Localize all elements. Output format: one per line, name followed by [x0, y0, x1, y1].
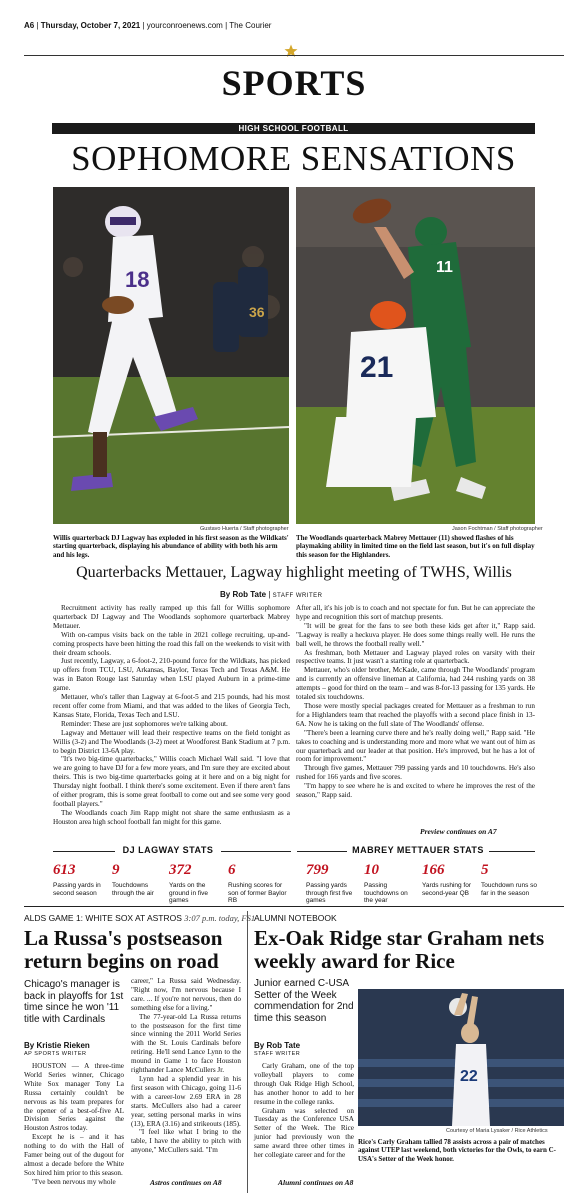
stat-rule — [53, 851, 115, 852]
lagway-stat-desc: Touchdowns through the air — [112, 882, 154, 897]
larussa-headline: La Russa's postseason return begins on road — [24, 926, 223, 973]
graham-byline-role: STAFF WRITER — [254, 1051, 301, 1057]
mettauer-stat-desc: Yards rushing for second-year QB — [422, 882, 472, 897]
paragraph: Graham was selected on Tuesday as the Conference USA Setter of the Week. The Rice junior had previously won the same award three other times in her collegiate career and for the — [254, 1106, 354, 1160]
paragraph: HOUSTON — A three-time World Series winner, Chicago White Sox manager Tony La Russa certainly couldn't be nervous as his team prepares for the opener of a best-of-five AL Division Series against the Houston Astros today. — [24, 1062, 124, 1133]
paragraph: "There's been a learning curve there and he's really doing well," Rapp said. "He takes to coaching and is understanding more and more what we want out of him as our quarterback and our leader at that position. He's improved, but he has a lot of room for improvement." — [296, 728, 535, 764]
bg-jersey-number: 36 — [249, 304, 265, 320]
lagway-photo-illustration — [53, 187, 289, 524]
stat-rule — [297, 851, 347, 852]
mettauer-stats-title: MABREY METTAUER STATS — [352, 845, 484, 855]
lead-headline: SOPHOMORE SENSATIONS — [71, 139, 516, 178]
graham-photo-illustration — [358, 989, 564, 1126]
lagway-stat-desc: Passing yards in second season — [53, 882, 101, 897]
graham-headline: Ex-Oak Ridge star Graham nets weekly award for Rice — [254, 926, 545, 973]
paragraph: Those were mostly special packages created for Mettauer as a freshman to run for a Highlanders team that reached the playoffs with a second place finish in 13-6A. Now he is taking on the full slate of The Woodlands' offense. — [296, 701, 535, 728]
mettauer-stat-number: 799 — [306, 862, 329, 878]
ald-story-label — [24, 913, 255, 923]
paragraph: Except he is – and it has nothing to do with the Hall of Famer being out of the dugout for almost a decade before the White Sox hired him prior to this season. — [24, 1133, 124, 1177]
paragraph: Mettauer, who's taller than Lagway at 6-foot-5 and 215 pounds, had his most recent offer come from Miami, and that was added to the likes of Georgia Tech, Kansas State, Florida, Texas Tech and LSU. — [53, 693, 290, 719]
paragraph: After all, it's his job is to coach and not spectate for fun. But he can appreciate the hype and recognition this sort of matchup presents. — [296, 604, 535, 621]
mettauer-jersey-number: 11 — [436, 259, 453, 276]
paragraph: Through five games, Mettauer 799 passing yards and 10 touchdowns. He's also rushed for 166 yards and five scores. — [296, 764, 535, 782]
paragraph: The Woodlands coach Jim Rapp might not share the same enthusiasm as a Houston area high school football fan might for this game. — [53, 808, 290, 826]
lagway-jersey-number: 18 — [125, 267, 150, 292]
paragraph: With on-campus visits back on the table in 2021 college recruiting, up-and-coming prospects have been hitting the road this fall on the weekends to visit with their dream schools. — [53, 630, 290, 657]
paragraph: "It will be great for the fans to see both these kids get after it," Rapp said. "Lagway is really a heckuva player. He does some things really well. He runs the ball well, he throws the football really well." — [296, 621, 535, 648]
header-rule — [24, 55, 564, 56]
ald-label-time: 3:07 p.m. today, FS1 — [184, 913, 256, 923]
lead-body-right — [296, 604, 535, 800]
paragraph: career," La Russa said Wednesday. "Right now, I'm nervous because I care. ... If you're not nervous, then do something else for a living." — [131, 977, 241, 1012]
paragraph: "I'm happy to see where he is and excited to where he improves the rest of the season," Rapp said. — [296, 782, 535, 800]
photo-mettauer — [296, 187, 535, 524]
larussa-deck: Chicago's manager is back in playoffs for 1st time since he won '11 title with Cardinals — [24, 979, 124, 1025]
jump-line-alumni[interactable]: Alumni continues on A8 — [278, 1178, 354, 1187]
graham-deck: Junior earned C-USA Setter of the Week commendation for 2nd time this season — [254, 978, 354, 1024]
photo-graham — [358, 989, 564, 1126]
photo-credit-mettauer: Jason Fochtman / Staff photographer — [452, 526, 543, 532]
lagway-stat-desc: Yards on the ground in five games — [169, 882, 209, 905]
paper-name: The Courier — [229, 21, 272, 30]
byline-role: STAFF WRITER — [272, 593, 323, 599]
photo-caption-graham: Rice's Carly Graham tallied 78 assists across a pair of matches against UTEP last weekend, both victories for the Owls, to earn C-USA's Setter of the Week honor. — [358, 1138, 556, 1163]
paragraph: Lagway and Mettauer will lead their respective teams on the field tonight as Willis (3-2) and The Woodlands (3-2) meet at Woodforest Bank Stadium at 7 p.m. to begin District 13-6A play. — [53, 728, 290, 755]
lagway-stat-number: 6 — [228, 862, 236, 878]
paragraph: Just recently, Lagway, a 6-foot-2, 210-pound force for the Wildkats, has picked up offers from TCU, LSU, Arkansas, Baylor, Texas Tech and Texas A&M. He was in Baton Rouge last Saturday when LSU played Auburn in a prime-time game. — [53, 657, 290, 693]
photo-credit-lagway: Gustavo Huerta / Staff photographer — [200, 526, 289, 532]
mettauer-stat-number: 166 — [422, 862, 445, 878]
folio-line: A6 | Thursday, October 7, 2021 | yourconroenews.com | The Courier — [24, 21, 272, 30]
byline-name: By Rob Tate — [220, 590, 267, 599]
paragraph: Lynn had a splendid year in his first season with Chicago, going 11-6 with a career-low 2.69 ERA in 28 starts. McCullers also had a career year, setting personal marks in wins (13), ERA (3.16) and strikeouts (185). — [131, 1074, 241, 1128]
story-kicker: HIGH SCHOOL FOOTBALL — [238, 124, 349, 133]
lead-body-left — [53, 604, 290, 827]
paragraph: "I feel like what I bring to the table, I have the ability to pitch with anyone," McCullers said. "I'm — [131, 1128, 241, 1155]
lagway-stats-title: DJ LAGWAY STATS — [122, 845, 214, 855]
jump-line-preview[interactable]: Preview continues on A7 — [420, 827, 497, 836]
larussa-body-col2 — [131, 977, 241, 1155]
lagway-stat-number: 613 — [53, 862, 76, 878]
paragraph: Reminder: These are just sophomores we're talking about. — [61, 719, 228, 728]
story-subhead: Quarterbacks Mettauer, Lagway highlight meeting of TWHS, Willis — [76, 564, 512, 581]
alumni-notebook-label: ALUMNI NOTEBOOK — [254, 913, 337, 923]
mettauer-photo-illustration — [296, 187, 535, 524]
column-divider — [247, 911, 248, 1193]
mettauer-stat-desc: Passing yards through first five games — [306, 882, 353, 905]
paragraph: Mettauer, who's older brother, McKade, came through The Woodlands' program and is currently an offensive lineman at California, had 244 rushing yards on 38 attempts – good for third on the team – and was 8-for-13 passing for 135 yards. He totaled six touchdowns. — [296, 666, 535, 702]
jump-line-astros[interactable]: Astros continues on A8 — [150, 1178, 222, 1187]
paragraph: The 77-year-old La Russa returns to the postseason for the first time since winning the 2011 World Series with the St. Louis Cardinals before retiring. He'll send Lance Lynn to the mound in Game 1 to face Houston righthander Lance McCullers Jr. — [131, 1012, 241, 1075]
site-url: yourconroenews.com — [146, 21, 223, 30]
page-number: A6 — [24, 21, 35, 30]
stat-rule — [221, 851, 291, 852]
graham-body — [254, 1062, 354, 1160]
larussa-body-col1 — [24, 1062, 124, 1187]
mettauer-stat-number: 5 — [481, 862, 489, 878]
lagway-stat-number: 372 — [169, 862, 192, 878]
graham-byline: By Rob Tate — [254, 1041, 301, 1050]
paragraph: "It's two big-time quarterbacks," Willis coach Michael Wall said. "I love that we are going to have DJ for a few more years, and I'm sure they are excited about theirs. This is two big-time quarterbacks going at it here and on a big night for Thursday night football. I think there's some excitement. Even if there aren't fans of either program, this is some great football to come out and see some very good football players." — [53, 755, 290, 808]
ald-label-text: ALDS GAME 1: WHITE SOX AT ASTROS — [24, 913, 182, 923]
lead-byline: By Rob Tate | STAFF WRITER — [220, 590, 323, 599]
paragraph: "I've been nervous my whole — [32, 1177, 116, 1186]
lagway-stat-desc: Rushing scores for son of former Baylor RB — [228, 882, 287, 905]
photo-credit-graham: Courtesy of Maria Lysaker / Rice Athletics — [446, 1128, 548, 1134]
photo-lagway — [53, 187, 289, 524]
paragraph: Recruitment activity has really ramped up this fall for Willis sophomore quarterback DJ Lagway and The Woodlands sophomore quarterback Mabrey Mettauer. — [53, 604, 290, 630]
larussa-byline-role: AP SPORTS WRITER — [24, 1051, 87, 1057]
stat-rule — [489, 851, 535, 852]
issue-date: Thursday, October 7, 2021 — [40, 21, 141, 30]
mettauer-stat-desc: Touchdown runs so far in the season — [481, 882, 538, 897]
paragraph: As freshman, both Mettauer and Lagway played roles on varsity with their respective teams. It just wasn't a starting role at quarterback. — [296, 648, 535, 666]
defender-jersey-number: 21 — [360, 351, 394, 384]
mettauer-stat-desc: Passing touchdowns on the year — [364, 882, 408, 905]
photo-caption-mettauer: The Woodlands quarterback Mabrey Mettauer (11) showed flashes of his playmaking ability in limited time on the field last season, but it's on full display this season for the Highlanders. — [296, 534, 535, 559]
lagway-stat-number: 9 — [112, 862, 120, 878]
graham-jersey-number: 22 — [460, 1068, 478, 1085]
paragraph: Carly Graham, one of the top volleyball players to come through Oak Ridge High School, has another honor to add to her resume in the college ranks. — [254, 1062, 354, 1106]
section-title: SPORTS — [221, 63, 367, 103]
section-divider — [24, 906, 564, 907]
photo-caption-lagway: Willis quarterback DJ Lagway has exploded in his first season as the Wildkats' starting quarterback, displaying his abundance of ability with both his arm and his legs. — [53, 534, 289, 559]
larussa-byline: By Kristie Rieken — [24, 1041, 90, 1050]
mettauer-stat-number: 10 — [364, 862, 379, 878]
